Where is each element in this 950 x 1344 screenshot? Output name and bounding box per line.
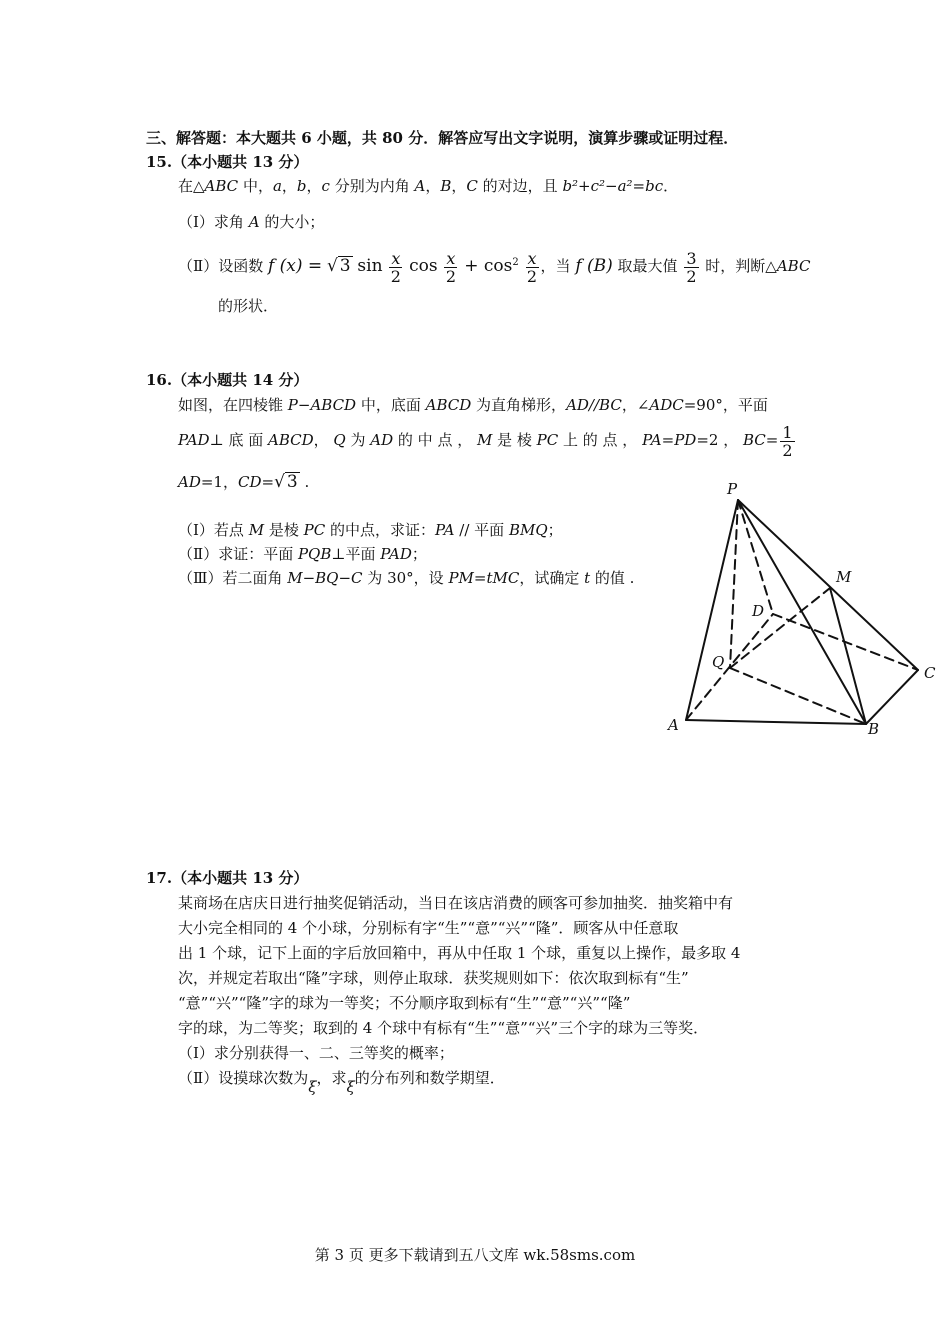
q16-part3: （Ⅲ）若二面角 M−BQ−C 为 30°，设 PM=tMC，试确定 t 的值 . — [178, 569, 635, 587]
label-C: C — [924, 664, 936, 682]
edge-PA — [686, 500, 738, 720]
label-P: P — [727, 480, 738, 498]
edge-QM-hidden — [730, 588, 830, 668]
q16-line3: AD=1，CD=√ 3 . — [178, 472, 310, 492]
q15-title: 15.（本小题共 13 分） — [146, 153, 309, 171]
page-footer: 第 3 页 更多下载请到五八文库 wk.58sms.com — [314, 1246, 636, 1264]
edge-BC — [866, 670, 918, 724]
label-A: A — [668, 716, 679, 734]
q17-line: 次，并规定若取出“隆”字球，则停止取球．获奖规则如下：依次取到标有“生” — [178, 969, 689, 987]
edge-AD-hidden — [686, 614, 773, 720]
q16-part1: （Ⅰ）若点 M 是棱 PC 的中点，求证：PA // 平面 BMQ； — [178, 521, 563, 539]
q15-frac-x-2: $\frac{x}{2}$ — [390, 248, 401, 286]
q15-intro: 在△ABC 中，a，b，c 分别为内角 A，B，C 的对边，且 b²+c²−a²=bc． — [178, 177, 679, 195]
q15-part2: （Ⅱ）设函数 f (x) = √ 3 sin $\frac{x}{2}$ cos $\frac{x}{2}$ + $\cos^2$ $\frac{x}{2}$ ，当 f (B) 取最大值 $\frac{3}{2}$ 时，判断△ABC — [178, 248, 811, 286]
q16-part2: （Ⅱ）求证：平面 PQB⊥平面 PAD； — [178, 545, 427, 563]
edge-PB — [738, 500, 866, 724]
label-Q: Q — [712, 653, 725, 671]
q15-frac-3-2: $\frac{3}{2}$ — [686, 248, 697, 286]
q15-part1: （Ⅰ）求角 A 的大小； — [178, 213, 325, 231]
edge-DC-hidden — [773, 614, 918, 670]
q17-line: 某商场在店庆日进行抽奖促销活动，当日在该店消费的顾客可参加抽奖．抽奖箱中有 — [178, 894, 734, 912]
q17-line: 出 1 个球，记下上面的字后放回箱中，再从中任取 1 个球，重复以上操作，最多取 4 — [178, 944, 741, 962]
q15-part2-line2: 的形状． — [218, 297, 279, 315]
q17-part1: （Ⅰ）求分别获得一、二、三等奖的概率； — [178, 1044, 454, 1062]
q15-fx: f (x) = — [267, 256, 323, 276]
section-header: 三、解答题：本大题共 6 小题，共 80 分．解答应写出文字说明，演算步骤或证明过程． — [146, 129, 739, 147]
edge-MB — [830, 588, 866, 724]
q17-line: 字的球，为二等奖；取到的 4 个球中有标有“生”“意”“兴”三个字的球为三等奖． — [178, 1019, 709, 1037]
q17-line: “意”“兴”“隆”字的球为一等奖；不分顺序取到标有“生”“意”“兴”“隆” — [178, 994, 631, 1012]
q17-part2: （Ⅱ）设摸球次数为ξ，求ξ的分布列和数学期望． — [178, 1069, 505, 1096]
q15-frac-x-2: $\frac{x}{2}$ — [526, 248, 538, 286]
label-B: B — [868, 720, 880, 738]
q17-line: 大小完全相同的 4 个小球，分别标有字“生”“意”“兴”“隆”．顾客从中任意取 — [178, 919, 679, 937]
edge-AB — [686, 720, 866, 724]
q16-line1: 如图，在四棱锥 P−ABCD 中，底面 ABCD 为直角梯形，AD//BC，∠ADC=90°，平面 — [178, 396, 768, 414]
edge-PC — [738, 500, 918, 670]
label-D: D — [752, 602, 765, 620]
edge-QB-hidden — [730, 668, 866, 724]
edge-PQ-hidden — [730, 500, 738, 668]
q15-frac-x-2: $\frac{x}{2}$ — [445, 248, 456, 286]
q16-title: 16.（本小题共 14 分） — [146, 371, 309, 389]
q16-line2: PAD⊥ 底 面 ABCD， Q 为 AD 的 中 点 ， M 是 棱 PC 上 的 点 ， PA=PD=2 ， BC= $\frac{1}{2}$ — [178, 422, 793, 460]
edge-PD-hidden — [738, 500, 773, 614]
label-M: M — [836, 568, 852, 586]
q16-frac-1-2: $\frac{1}{2}$ — [782, 422, 793, 460]
q17-title: 17.（本小题共 13 分） — [146, 869, 309, 887]
